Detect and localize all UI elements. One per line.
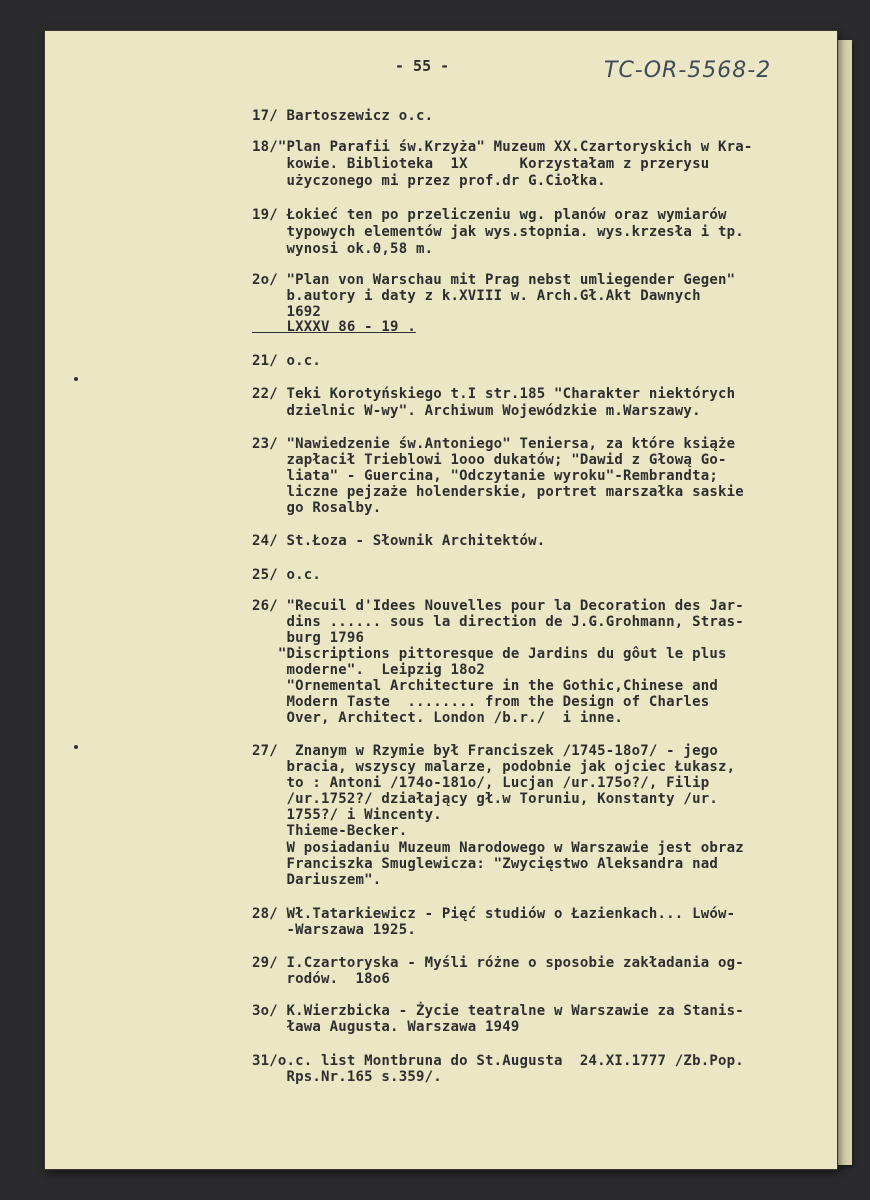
archive-signature: TC-OR-5568-2	[604, 58, 772, 83]
footnote-22-line-1: 22/ Teki Korotyńskiego t.I str.185 "Charakter niektórych	[252, 386, 736, 402]
footnote-23-line-4: liczne pejzaże holenderskie, portret marszałka saskie	[252, 484, 744, 500]
footnote-23-line-1: 23/ "Nawiedzenie św.Antoniego" Teniersa, za które książe	[252, 436, 736, 452]
footnote-31-line-1: 31/o.c. list Montbruna do St.Augusta 24.XI.1777 /Zb.Pop.	[252, 1053, 744, 1069]
footnote-19-line-2: typowych elementów jak wys.stopnia. wys.krzesła i tp.	[252, 224, 744, 240]
footnote-29-line-1: 29/ I.Czartoryska - Myśli różne o sposobie zakładania og-	[252, 955, 744, 971]
page-number: - 55 -	[395, 57, 450, 75]
footnote-19-line-3: wynosi ok.0,58 m.	[252, 241, 434, 257]
footnote-26-line-2: dins ...... sous la direction de J.G.Grohmann, Stras-	[252, 614, 744, 630]
footnote-20-line-1: 2o/ "Plan von Warschau mit Prag nebst umliegender Gegen"	[252, 272, 736, 288]
footnote-19-line-1: 19/ Łokieć ten po przeliczeniu wg. planów oraz wymiarów	[252, 207, 727, 223]
footnote-25: 25/ o.c.	[252, 567, 322, 583]
footnote-27-line-7: W posiadaniu Muzeum Narodowego w Warszawie jest obraz	[252, 840, 744, 856]
footnote-20-line-2: b.autory i daty z k.XVIII w. Arch.Gł.Akt Dawnych	[252, 288, 701, 304]
footnote-26-line-5: moderne". Leipzig 18o2	[252, 662, 485, 678]
footnote-30-line-2: ława Augusta. Warszawa 1949	[252, 1019, 520, 1035]
footnote-21: 21/ o.c.	[252, 353, 322, 369]
footnote-31-line-2: Rps.Nr.165 s.359/.	[252, 1069, 442, 1085]
footnote-26-line-3: burg 1796	[252, 630, 365, 646]
footnote-23-line-3: liata" - Guercina, "Odczytanie wyroku"-Rembrandta;	[252, 468, 718, 484]
page-edge-shadow	[838, 40, 852, 1165]
footnote-27-line-6: Thieme-Becker.	[252, 823, 408, 839]
footnote-28-line-2: -Warszawa 1925.	[252, 922, 416, 938]
footnote-20-line-4: LXXXV 86 - 19 .	[252, 319, 416, 335]
footnote-26-line-4: "Discriptions pittoresque de Jardins du gôut le plus	[252, 646, 727, 662]
footnote-27-line-4: /ur.1752?/ działający gł.w Toruniu, Konstanty /ur.	[252, 791, 718, 807]
footnote-26-line-1: 26/ "Recuil d'Idees Nouvelles pour la Decoration des Jar-	[252, 598, 744, 614]
footnote-26-line-7: Modern Taste ........ from the Design of Charles	[252, 694, 710, 710]
footnote-26-line-6: "Ornemental Architecture in the Gothic,Chinese and	[252, 678, 718, 694]
footnote-27-line-1: 27/ Znanym w Rzymie był Franciszek /1745-18o7/ - jego	[252, 743, 718, 759]
footnote-20-line-3: 1692	[252, 304, 322, 320]
footnote-27-line-2: bracia, wszyscy malarze, podobnie jak ojciec Łukasz,	[252, 759, 736, 775]
punch-hole	[74, 377, 78, 381]
footnote-27-line-3: to : Antoni /174o-181o/, Lucjan /ur.175o?/, Filip	[252, 775, 710, 791]
footnote-18-line-1: 18/"Plan Parafii św.Krzyża" Muzeum XX.Czartoryskich w Kra-	[252, 139, 753, 155]
footnote-28-line-1: 28/ Wł.Tatarkiewicz - Pięć studiów o Łazienkach... Lwów-	[252, 906, 736, 922]
footnote-27-line-9: Dariuszem".	[252, 872, 382, 888]
footnote-18-line-3: użyczonego mi przez prof.dr G.Ciołka.	[252, 173, 606, 189]
footnote-24: 24/ St.Łoza - Słownik Architektów.	[252, 533, 546, 549]
footnote-27-line-8: Franciszka Smuglewicza: "Zwycięstwo Aleksandra nad	[252, 856, 718, 872]
footnote-30-line-1: 3o/ K.Wierzbicka - Życie teatralne w Warszawie za Stanis-	[252, 1003, 744, 1019]
footnote-17: 17/ Bartoszewicz o.c.	[252, 108, 434, 124]
footnote-23-line-2: zapłacił Trieblowi 1ooo dukatów; "Dawid z Głową Go-	[252, 452, 727, 468]
footnote-26-line-8: Over, Architect. London /b.r./ i inne.	[252, 710, 624, 726]
footnote-29-line-2: rodów. 18o6	[252, 971, 391, 987]
footnote-22-line-2: dzielnic W-wy". Archiwum Wojewódzkie m.Warszawy.	[252, 403, 701, 419]
footnote-23-line-5: go Rosalby.	[252, 500, 382, 516]
footnote-18-line-2: kowie. Biblioteka 1X Korzystałam z przerysu	[252, 156, 710, 172]
footnote-27-line-5: 1755?/ i Wincenty.	[252, 807, 442, 823]
punch-hole	[74, 745, 78, 749]
